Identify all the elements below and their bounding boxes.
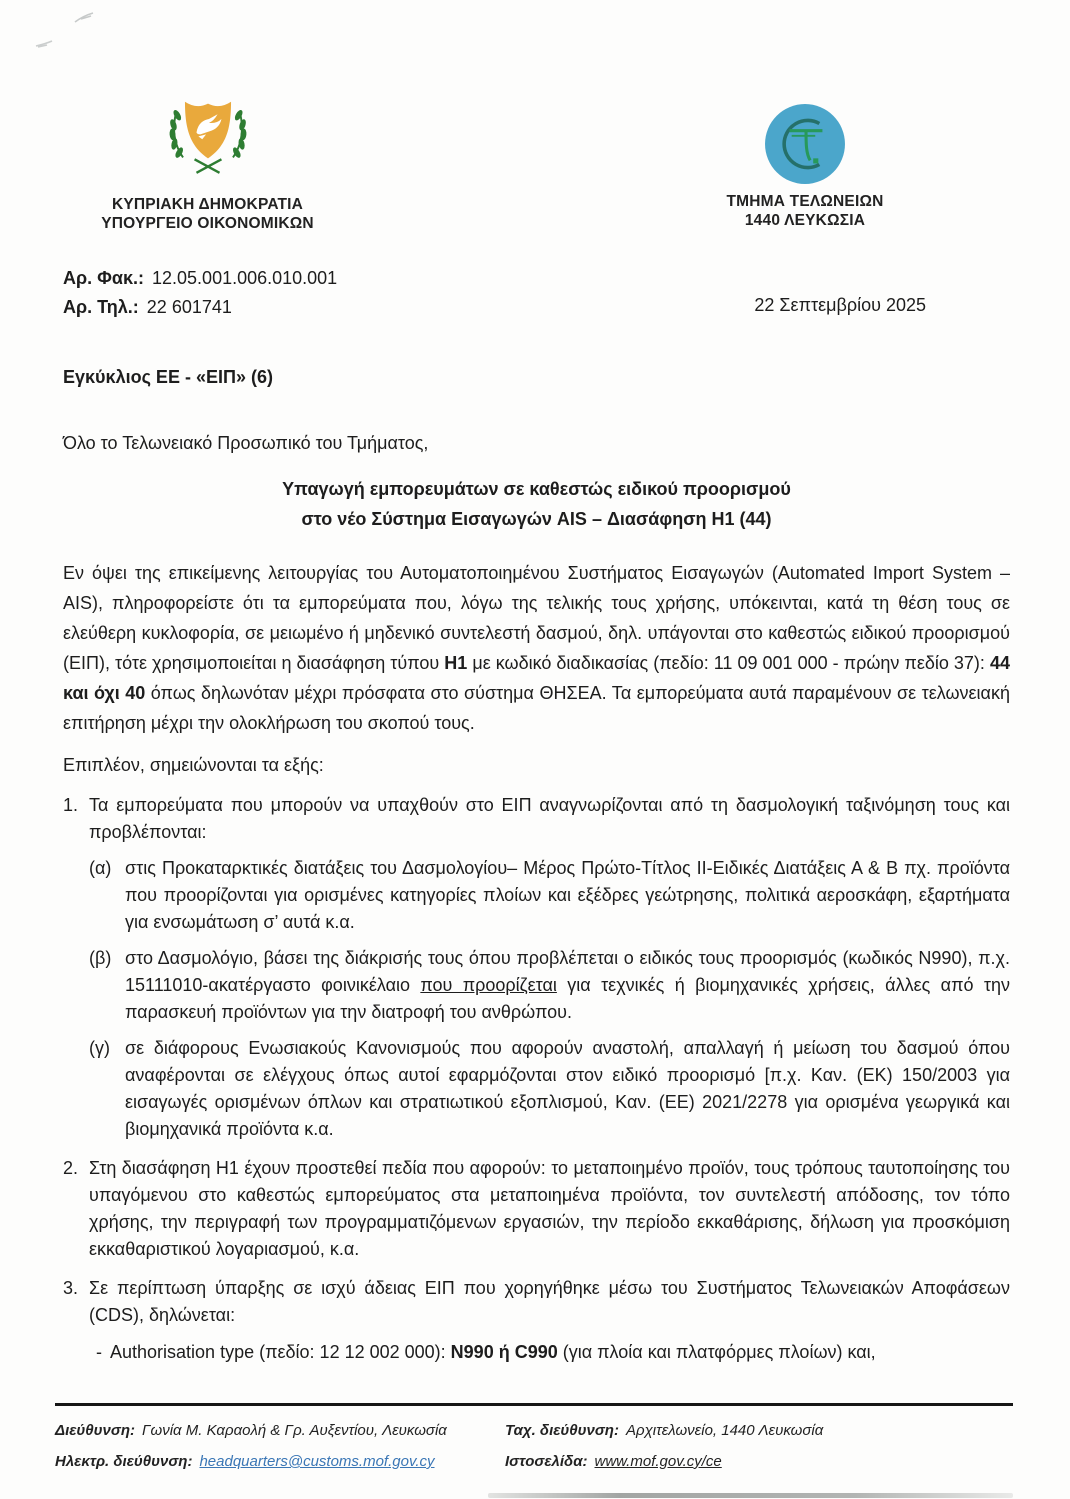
footer-postal [505,1415,823,1446]
intro-paragraph: Εν όψει της επικείμενης λειτουργίας του Αυτοματοποιημένου Συστήματος Εισαγωγών (Automated Import System – AIS), πληροφορείστε ότι τα εμπορεύματα που, λόγω της τελικής τους χρήσης, υπόκεινται, κατά τη θέση τους σε ελεύθερη κυκλοφορία, σε μειωμένο ή μηδενικό συντελεστή δασμού, δηλ. υπάγονται στο καθεστώς ειδικού προορισμού (ΕΙΠ), τότε χρησιμοποιείται η διασάφηση τύπου Η1 με κωδικό διαδικασίας (πεδίο: 11 09 001 000 - πρώην πεδίο 37): 44 και όχι 40 όπως δηλωνόταν μέχρι πρόσφατα στο σύστημα ΘΗΣΕΑ. Τα εμπορεύματα αυτά παραμένουν σε τελωνειακή επιτήρηση μέχρι την ολοκλήρωση του σκοπού τους. [63,563,1010,733]
list-item-text: Στη διασάφηση Η1 έχουν προστεθεί πεδία που αφορούν: το μεταποιημένο προϊόν, τους τρόπους ταυτοποίησης του υπαγόμενου στο καθεστώς εμπορεύματος στα μεταποιημένα προϊόντα, τον συντελεστή απόδοσης, τον τόπο χρήσης, την περιγραφή των προγραμματιζόμενων εργασιών, την περίοδο εκκαθάρισης, δήλωση για προσκόμιση εκκαθαριστικού λογαριασμού, κ.α. [89,1158,1010,1259]
website-link[interactable]: www.mof.gov.cy/ce [594,1453,722,1470]
bold-h1: Η1 [444,653,468,673]
dash-marker: - [96,1342,102,1362]
customs-header [672,103,938,230]
dash-item-authorisation-type [96,1339,1010,1366]
postal-address-label: Ταχ. διεύθυνση: [505,1422,619,1439]
list-marker: 2. [63,1158,79,1178]
footer-website [505,1446,722,1477]
document-date: 22 Σεπτεμβρίου 2025 [754,295,926,315]
dash-item-text: Authorisation type (πεδίο: 12 12 002 000): N990 ή C990 (για πλοία και πλατφόρμες πλοίων) και, [110,1342,876,1362]
pencil-mark-artifact [0,0,160,70]
sub-item-text: στο Δασμολόγιο, βάσει της διάκρισής τους όπου προβλέπεται ο ειδικός τους προορισμός (κωδικός N990), π.χ. 15111010-ακατέργαστο φοινικέλαιο που προορίζεται για τεχνικές ή βιομηχανικές χρήσεις, άλλες από την παρασκευή προϊόντων για την διατροφή του ανθρώπου. [125,948,1010,1022]
subject-title-line1: Υπαγωγή εμπορευμάτων σε καθεστώς ειδικού προορισμού [282,479,791,499]
list-item-2 [63,1155,1010,1263]
document-body [63,362,1010,1366]
phone-number-value: 22 601741 [146,297,232,317]
additional-notes-intro: Επιπλέον, σημειώνονται τα εξής: [63,755,324,775]
republic-name: ΚΥΠΡΙΑΚΗ ΔΗΜΟΚΡΑΤΙΑ [111,196,304,213]
subject-title [63,474,1010,534]
customs-department-name: ΤΜΗΜΑ ΤΕΛΩΝΕΙΩΝ [726,193,884,210]
sub-item-text: στις Προκαταρκτικές διατάξεις του Δασμολογίου– Μέρος Πρώτο-Τίτλος ΙΙ-Ειδικές Διατάξεις Α & Β πχ. προϊόντα που προορίζονται για ορισμένες κατηγορίες πλοίων και εξέδρες γεώτρησης, πολιτικά αεροσκάφη, εξαρτήματα για ενσωμάτωση σ’ αυτά κ.α. [125,858,1010,932]
bold-authorisation-codes: N990 ή C990 [450,1342,558,1362]
file-number-label: Αρ. Φακ.: [63,268,145,288]
customs-postal-code: 1440 ΛΕΥΚΩΣΙΑ [744,212,866,229]
list-item-3 [63,1275,1010,1329]
underlined-phrase: που προορίζεται [420,975,557,995]
list-item-text: Τα εμπορεύματα που μπορούν να υπαχθούν στο ΕΙΠ αναγνωρίζονται από τη δασμολογική ταξινόμηση τους και προβλέπονται: [89,795,1010,842]
customs-department-logo-icon [764,103,846,185]
sub-item-gamma [89,1035,1010,1143]
list-marker: 3. [63,1278,79,1298]
address-label: Διεύθυνση: [55,1422,135,1439]
sub-item-alpha [89,855,1010,936]
email-label: Ηλεκτρ. διεύθυνση: [55,1453,193,1470]
list-item-text: Σε περίπτωση ύπαρξης σε ισχύ άδειας ΕΙΠ που χορηγήθηκε μέσω του Συστήματος Τελωνειακών Αποφάσεων (CDS), δηλώνεται: [89,1278,1010,1325]
footer-row-contacts [55,1446,1013,1477]
address-value: Γωνία Μ. Καραολή & Γρ. Αυξεντίου, Λευκωσία [141,1422,447,1439]
ministry-name: ΥΠΟΥΡΓΕΙΟ ΟΙΚΟΝΟΜΙΚΩΝ [101,215,314,232]
phone-number-label: Αρ. Τηλ.: [63,297,139,317]
republic-header [75,96,340,233]
phone-number-line [63,293,337,322]
cyprus-coat-of-arms-icon [149,96,267,192]
email-link[interactable]: headquarters@customs.mof.gov.cy [199,1453,435,1470]
footer-row-address [55,1415,1013,1446]
scan-artifact-bar [488,1493,1013,1498]
circular-number: Εγκύκλιος ΕΕ - «ΕΙΠ» (6) [63,367,273,387]
list-marker: 1. [63,795,79,815]
website-label: Ιστοσελίδα: [505,1453,588,1470]
footer-address [55,1415,505,1446]
reference-block [63,264,337,322]
letter-footer [55,1403,1013,1477]
sub-item-text: σε διάφορους Ενωσιακούς Κανονισμούς που αφορούν αναστολή, απαλλαγή ή μείωση του δασμού όπου αναφέρονται σε ελέγχους όπως αυτοί εφαρμόζονται στον ειδικό προορισμό [π.χ. Καν. (ΕΚ) 150/2003 για εισαγωγές ορισμένων όπλων και στρατιωτικού εξοπλισμού, Καν. (ΕΕ) 2021/2278 για ορισμένα γεωργικά και βιομηχανικά προϊόντα κ.α. [125,1038,1010,1139]
file-number-line [63,264,337,293]
sub-item-beta [89,945,1010,1026]
footer-email [55,1446,505,1477]
subject-title-line2: στο νέο Σύστημα Εισαγωγών AIS – Διασάφηση Η1 (44) [301,509,772,529]
sub-item-marker: (β) [89,948,112,968]
list-item-1 [63,792,1010,846]
salutation: Όλο το Τελωνειακό Προσωπικό του Τμήματος, [63,433,429,453]
sub-item-marker: (γ) [89,1038,110,1058]
sub-item-marker: (α) [89,858,112,878]
file-number-value: 12.05.001.006.010.001 [152,268,338,288]
bold-44-not-40: 44 και όχι 40 [63,653,1010,703]
postal-address-value: Αρχιτελωνείο, 1440 Λευκωσία [625,1422,824,1439]
